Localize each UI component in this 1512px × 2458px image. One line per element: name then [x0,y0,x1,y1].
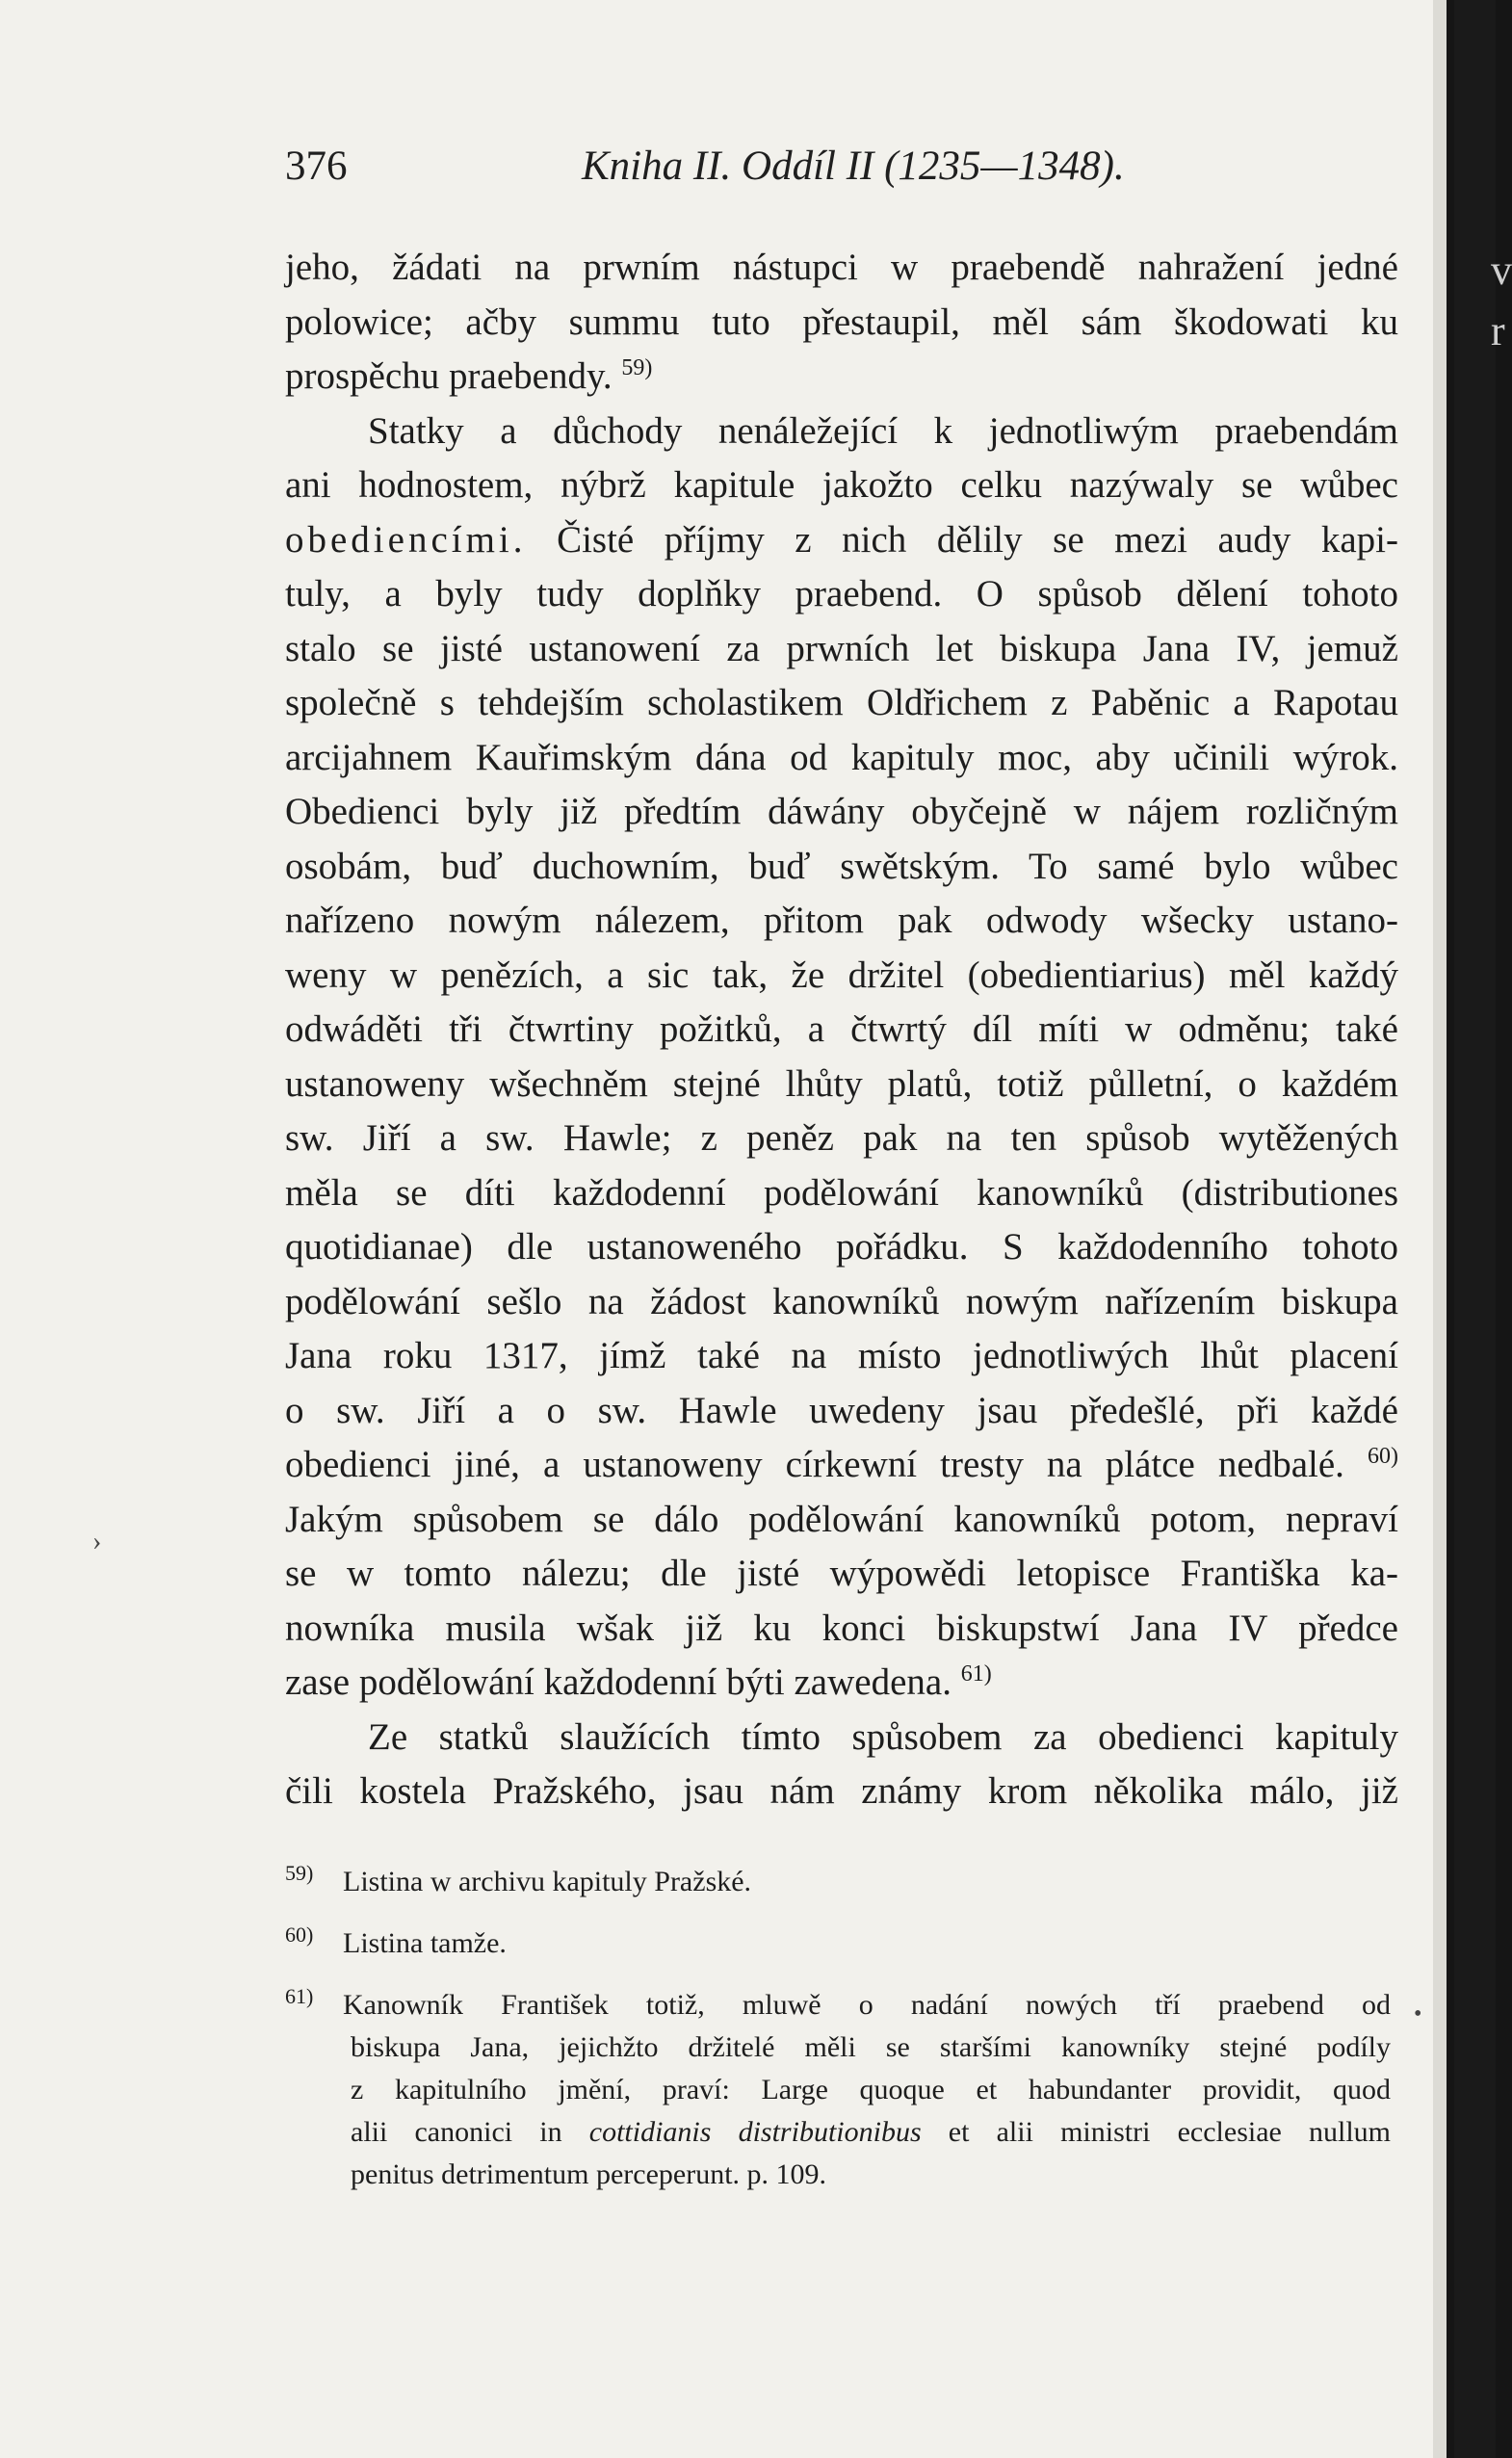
text-line: ani hodnostem, nýbrž kapitule jakožto celku nazýwaly se wůbec [285,464,1398,506]
footnote-line: penitus detrimentum perceperunt. p. 109. [351,2158,827,2190]
text-line: jeho, žádati na prwním nástupci w praebendě nahražení jedné [285,247,1398,288]
text-line: weny w penězích, a sic tak, že držitel (obedientiarius) měl každý [285,954,1398,996]
margin-mark: › [92,1527,102,1556]
text-line: čili kostela Pražského, jsau nám známy krom několika málo, již [285,1770,1398,1812]
text-line: arcijahnem Kauřimským dána od kapituly moc, aby učinili wýrok. [285,736,1398,778]
neighbor-fragment: v [1491,247,1512,294]
text-line: stalo se jisté ustanowení za prwních let biskupa Jana IV, jemuž [285,627,1398,669]
running-title: Kniha II. Oddíl II (1235—1348). [582,144,1125,189]
text-line: Jana roku 1317, jímž také na místo jednotliwých lhůt placení [285,1335,1398,1376]
footnote-line: alii canonici in cottidianis distributionibus et alii ministri ecclesiae nullum [351,2116,1392,2148]
body-text [285,241,1398,1819]
text-line: nařízeno nowým nálezem, přitom pak odwody wšecky ustano- [285,900,1398,941]
footnote-60: 60) Listina tamže. [285,1922,507,1959]
page-header [285,143,1402,200]
text-line: měla se díti každodenní podělowání kanowníků (distributiones [285,1171,1398,1214]
footnote-line: z kapitulního jmění, praví: Large quoque et habundanter providit, quod [351,2074,1391,2105]
page-number: 376 [285,144,348,189]
neighbor-page-strip [1454,0,1512,2458]
text-line: prospěchu praebendy. $^{59)}$ [285,355,653,397]
footnote-59: 59) Listina w archivu kapituly Pražské. [285,1861,752,1897]
text-line: odwáděti tři čtwrtiny požitků, a čtwrtý díl míti w odměnu; také [285,1008,1398,1050]
neighbor-fragment: r [1491,307,1505,354]
text-line: nowníka musila wšak již ku konci biskupstwí Jana IV předce [285,1607,1398,1649]
footnote-61 [285,1984,1391,2196]
text-line: Obedienci byly již předtím dáwány obyčejně w nájem rozličným [285,791,1398,832]
text-line: polowice; ačby summu tuto přestaupil, měl sám škodowati ku [285,301,1398,343]
text-line: Ze statků slaužících tímto spůsobem za obedienci kapituly [368,1715,1398,1758]
text-line: Jakým spůsobem se dálo podělowání kanowníků potom, nepraví [285,1498,1398,1540]
text-line: ustanoweny wšechněm stejné lhůty platů, totiž půlletní, o každém [285,1062,1398,1105]
text-line: podělowání sešlo na žádost kanowníků nowým nařízením biskupa [285,1280,1398,1322]
footnote-ref: 60) [1368,1444,1398,1469]
page-edge [1433,0,1447,2458]
text-line: obediencími. Čisté příjmy z nich dělily se mezi audy kapi- [285,518,1398,561]
footnote-line: 61) Kanowník František totiž, mluwě o nadání nowých tří praebend od [285,1984,1391,2021]
text-line: Statky a důchody nenáležející k jednotliwým praebendám [368,409,1398,452]
margin-dot: • [1414,2001,1422,2027]
text-line: společně s tehdejším scholastikem Oldřichem z Paběnic a Rapotau [285,682,1398,723]
text-line: zase podělowání každodenní býti zawedena. $^{61)}$ [285,1661,992,1703]
text-line: se w tomto nálezu; dle jisté wýpowědi letopisce Františka ka- [285,1553,1398,1594]
spaced-term: obediencími. [285,518,527,561]
text-line: obedienci jiné, a ustanoweny církewní tresty na plátce nedbalé. $^{60)}$ [285,1444,1398,1485]
footnote-ref: 59) [621,355,653,380]
footnote-line: biskupa Jana, jejichžto držitelé měli se staršími kanowníky stejné podíly [351,2031,1391,2063]
text-line: osobám, buď duchowním, buď swětským. To samé bylo wůbec [285,845,1398,887]
text-line: tuly, a byly tudy doplňky praebend. O spůsob dělení tohoto [285,573,1398,614]
text-line: quotidianae) dle ustanoweného pořádku. S každodenního tohoto [285,1226,1398,1268]
text-line: sw. Jiří a sw. Hawle; z peněz pak na ten spůsob wytěžených [285,1117,1398,1159]
footnote-ref: 61) [960,1661,992,1687]
footnotes [285,1861,1391,2196]
text-line: o sw. Jiří a o sw. Hawle uwedeny jsau předešlé, při každé [285,1389,1398,1431]
